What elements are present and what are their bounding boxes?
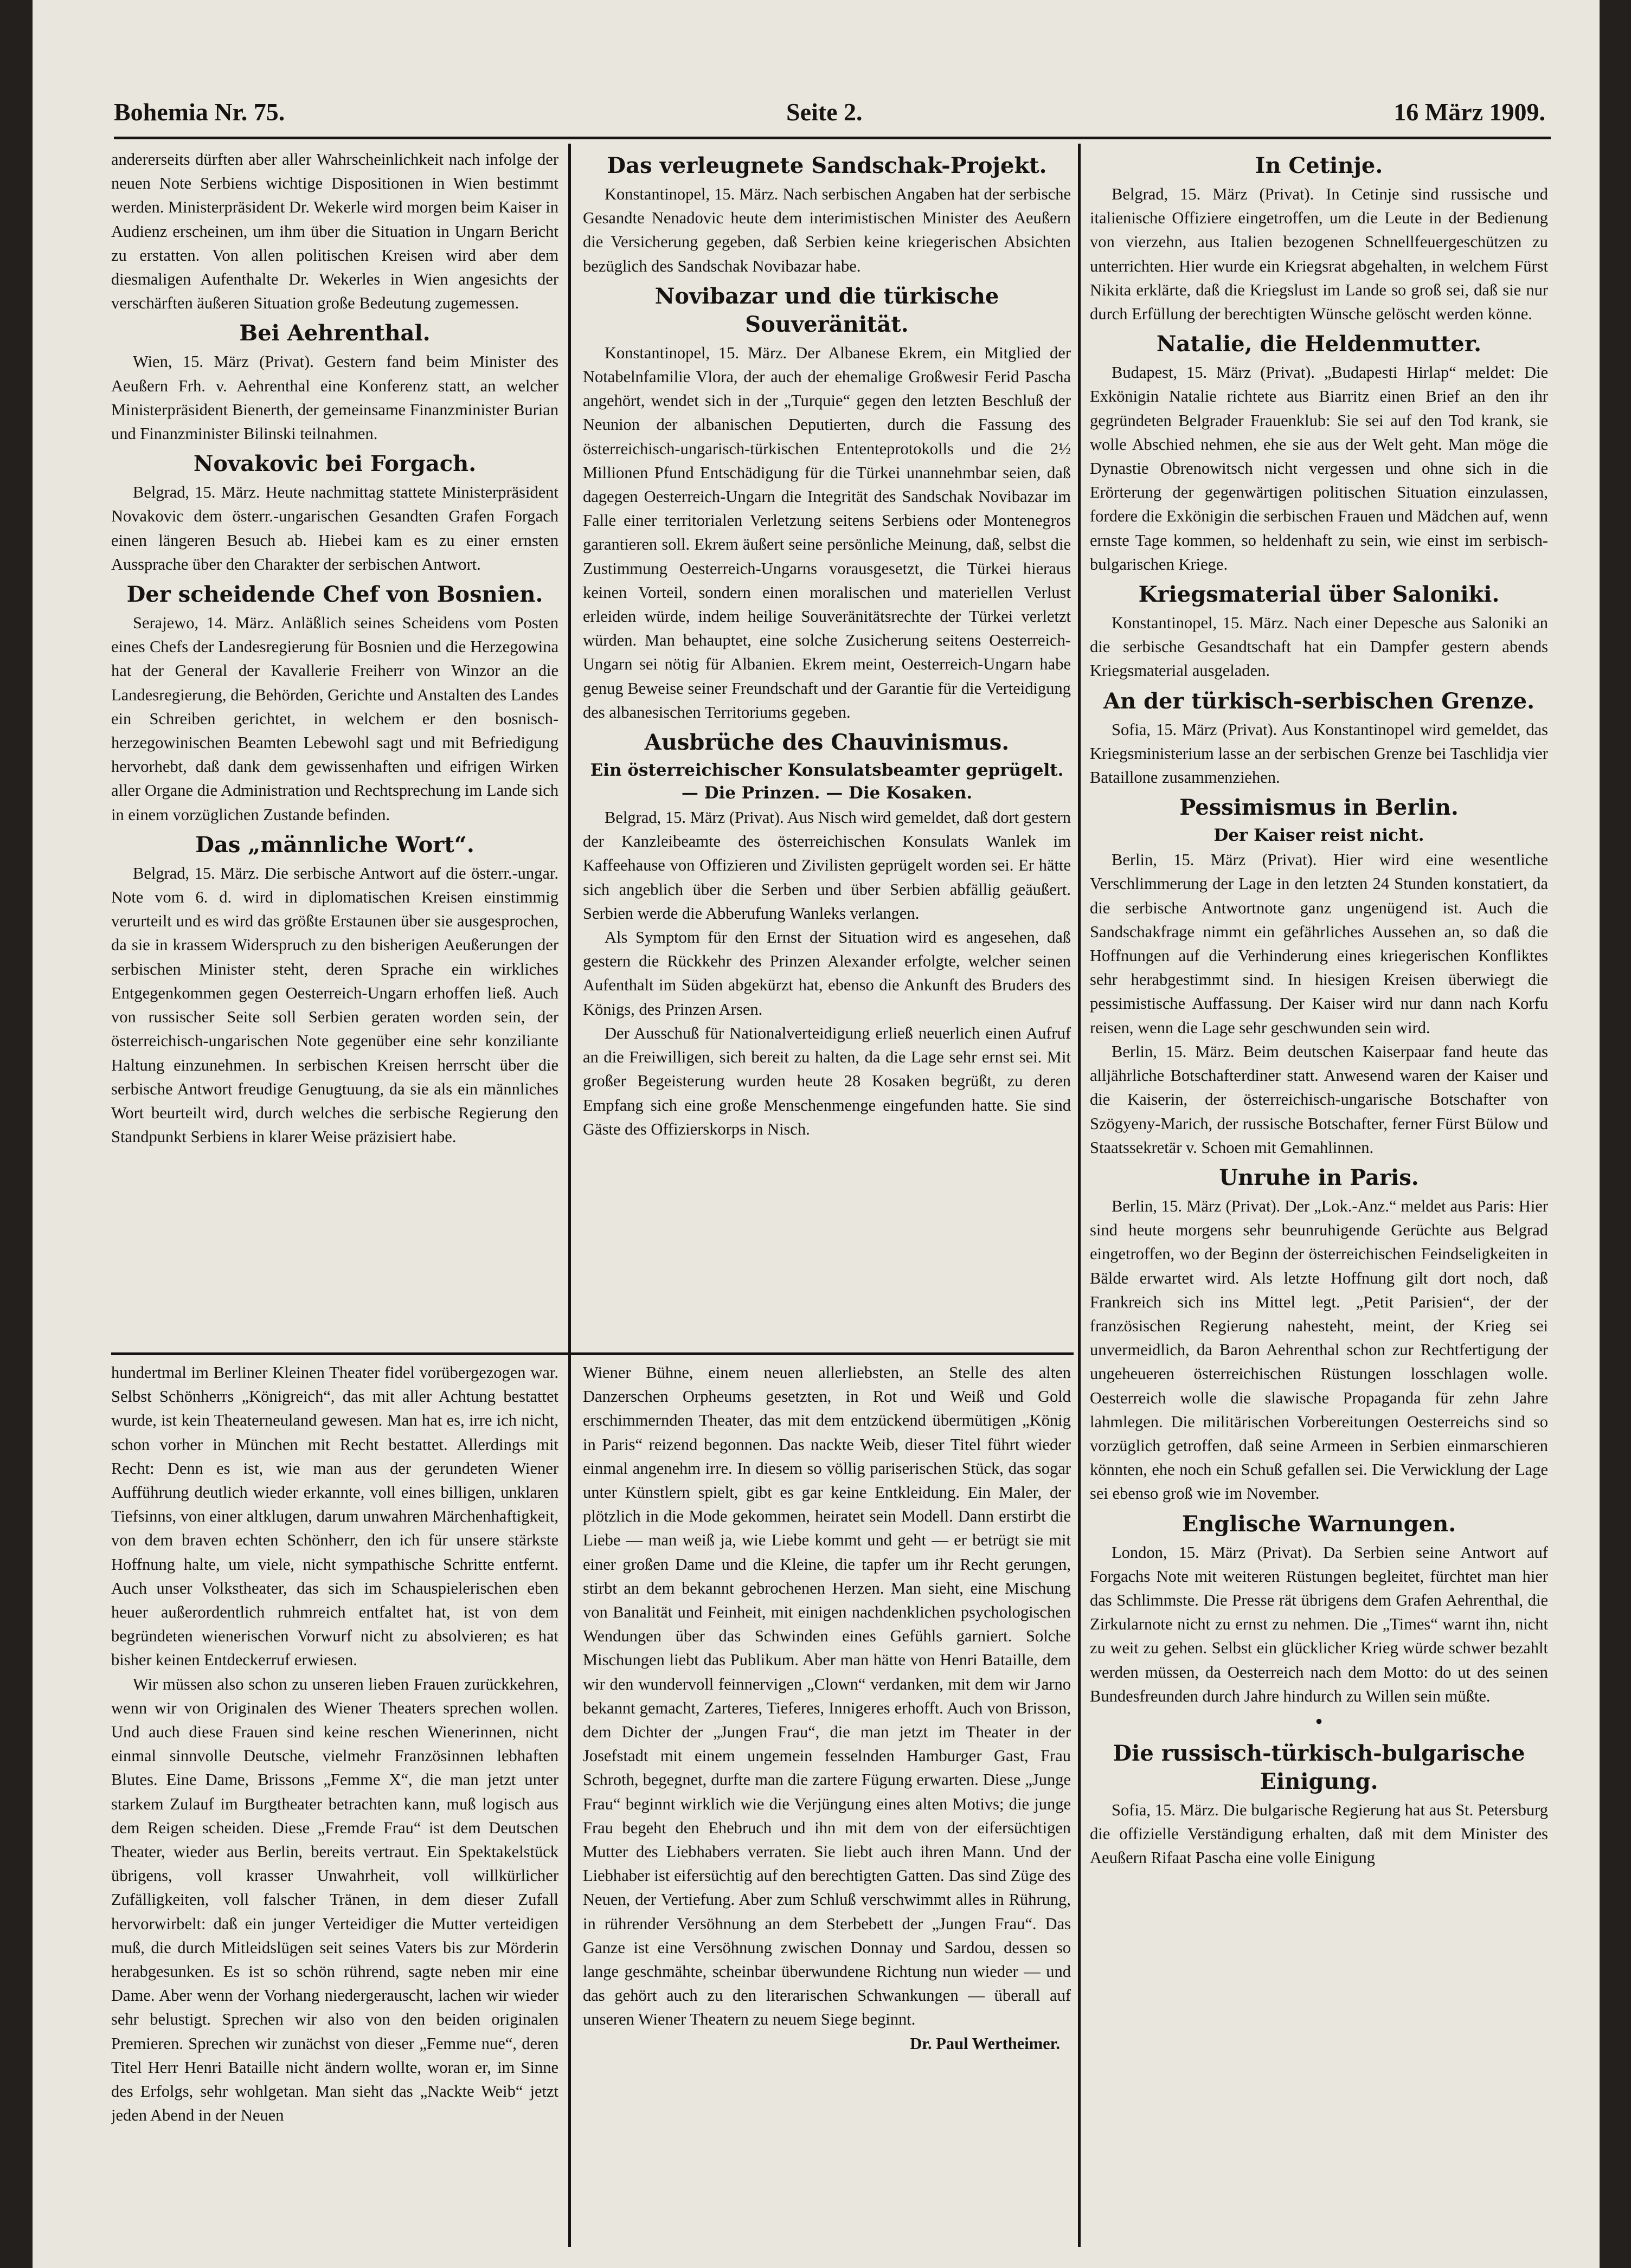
page-number: Seite 2. bbox=[786, 98, 863, 126]
headline: Novibazar und die türkische Souveränität. bbox=[654, 283, 999, 337]
page-header bbox=[114, 98, 1545, 141]
article-text: Sofia, 15. März. Die bulgarische Regierung hat aus St. Petersburg die offizielle Verständigung erhalten, daß mit dem Minister des Aeußern Rifaat Pascha eine volle Einigung bbox=[1090, 1800, 1548, 1867]
column-2 bbox=[583, 147, 1071, 1345]
article-text: London, 15. März (Privat). Da Serbien seine Antwort auf Forgachs Note mit weiteren Rüstungen begleitet, fürchtet man hier das Schlimmste. Die Presse rät übrigens dem Grafen Aehrenthal, die Zirkularnote nicht zu ernst zu nehmen. Die „Times“ warnt ihn, nicht zu weit zu gehen. Selbst ein glücklicher Krieg würde schwer bezahlt werden müssen, da Oesterreich nach dem Motto: do ut des seinen Bundesfreunden durch Jahre hindurch zu Willen sein müßte. bbox=[1090, 1543, 1548, 1705]
newspaper-page bbox=[33, 0, 1600, 2268]
article-text: Belgrad, 15. März (Privat). Aus Nisch wird gemeldet, daß dort gestern der Kanzleibeamte des österreichischen Konsulats Wanlek im Kaffeehause von Offizieren und Zivilisten geprügelt worden sei. Er hätte sich angeblich über die Serben und über Serbien abfällig geäußert. Serbien werde die Abberufung Wanleks verlangen. bbox=[583, 808, 1071, 923]
article-text: Belgrad, 15. März. Heute nachmittag stattete Ministerpräsident Novakovic dem österr.-ungarischen Gesandten Grafen Forgach einen längeren Besuch ab. Hiebei kam es zu einer ernsten Aussprache über den Charakter der serbischen Antwort. bbox=[111, 483, 558, 574]
subheadline: Der Kaiser reist nicht. bbox=[1213, 826, 1424, 846]
feuilleton-column-2 bbox=[583, 1361, 1071, 2260]
headline: Unruhe in Paris. bbox=[1219, 1164, 1419, 1190]
article-text: Konstantinopel, 15. März. Nach einer Depesche aus Saloniki an die serbische Gesandtschaft hat ein Dampfer gestern abends Kriegsmaterial ausgeladen. bbox=[1090, 614, 1548, 680]
article-text: Sofia, 15. März (Privat). Aus Konstantinopel wird gemeldet, das Kriegsministerium lasse an der serbischen Grenze bei Taschlidja vier Bataillone zusammenziehen. bbox=[1090, 720, 1548, 787]
article-text: Konstantinopel, 15. März. Der Albanese Ekrem, ein Mitglied der Notabelnfamilie Vlora, der auch der ehemalige Großwesir Ferid Pascha angehört, wendet sich in der „Turquie“ gegen den letzten Beschluß der Neunion der albanischen Deputierten, durch die Fassung des österreichisch-ungarisch-türkischen Ententeprotokolls und die 2½ Millionen Pfund Entschädigung für die Türkei unannehmbar seien, daß dagegen Oesterreich-Ungarn die Integrität des Sandschak Novibazar im Falle einer territorialen Verletzung seitens Serbiens oder Montenegros garantieren soll. Ekrem äußert seine persönliche Meinung, daß, selbst die Zustimmung Oesterreich-Ungarns vorausgesetzt, die Türkei hieraus keinen Vorteil, sondern einen moralischen und materiellen Verlust erleiden würde, indem heilige Souveränitätsrechte der Türkei verletzt würden. Man behauptet, eine solche Zusicherung seitens Oesterreich-Ungarn sei nötig für Albanien. Ekrem meint, Oesterreich-Ungarn habe genug Beweise seiner Freundschaft und der Garantie für die Verteidigung des albanesischen Territoriums gegeben. bbox=[583, 343, 1071, 721]
headline: Das verleugnete Sandschak-Projekt. bbox=[607, 153, 1047, 178]
article-text: Der Ausschuß für Nationalverteidigung erließ neuerlich einen Aufruf an die Freiwilligen, sich bereit zu halten, da die Lage sehr ernst sei. Mit großer Begeisterung wurden heute 28 Kosaken begrüßt, zu deren Empfang sich eine große Menschenmenge eingefunden hatte. Sie sind Gäste des Offizierskorps in Nisch. bbox=[583, 1023, 1071, 1138]
article-text: Wien, 15. März (Privat). Gestern fand beim Minister des Aeußern Frh. v. Aehrenthal eine Konferenz statt, an welcher Ministerpräsident Bienerth, der gemeinsame Finanzminister Burian und Finanzminister Bilinski teilnahmen. bbox=[111, 352, 558, 443]
article-text: Berlin, 15. März (Privat). Der „Lok.-Anz.“ meldet aus Paris: Hier sind heute morgens sehr beunruhigende Gerüchte aus Belgrad eingetroffen, wo der Beginn der österreichischen Feindseligkeiten in Bälde erwartet wird. Als letzte Hoffnung gilt dort noch, daß Frankreich sich ins Mittel legt. „Petit Parisien“, der der französischen Regierung nahesteht, meint, der Krieg sei unvermeidlich, da Baron Aehrenthal schon zur Rechtfertigung der ungeheueren österreichischen Rüstungen losschlagen wolle. Oesterreich wolle die slawische Propaganda für zehn Jahre lahmlegen. Die militärischen Vorbereitungen Oesterreichs sind so vorzüglich getroffen, daß seine Armeen in Serbien einmarschieren könnten, ehe noch ein Schuß gefallen sei. Die Verwicklung der Lage sei ebenso groß wie im November. bbox=[1090, 1196, 1548, 1503]
column-divider bbox=[1078, 144, 1081, 2247]
column-1 bbox=[111, 147, 558, 1329]
headline: Novakovic bei Forgach. bbox=[193, 451, 477, 477]
issue-number: Bohemia Nr. 75. bbox=[114, 98, 285, 126]
article-text: Als Symptom für den Ernst der Situation wird es angesehen, daß gestern die Rückkehr des Prinzen Alexander erfolgte, welcher seinen Aufenthalt im Süden abgekürzt hat, ebenso die Ankunft des Bruders des Königs, des Prinzen Arsen. bbox=[583, 928, 1071, 1019]
headline: Das „männliche Wort“. bbox=[195, 832, 474, 858]
headline: An der türkisch-serbischen Grenze. bbox=[1103, 688, 1535, 714]
author-signature: Dr. Paul Wertheimer. bbox=[910, 2034, 1060, 2053]
headline: Bei Aehrenthal. bbox=[239, 320, 431, 346]
header-rule bbox=[114, 137, 1551, 139]
article-text: Belgrad, 15. März. Die serbische Antwort auf die österr.-ungar. Note vom 6. d. wird in diplomatischen Kreisen einstimmig verurteilt und es wird das größte Erstaunen über sie ausgesprochen, da sie in krassem Widerspruch zu den bisherigen Aeußerungen der serbischen Minister steht, deren Sprache ein wirkliches Entgegenkommen gegen Oesterreich-Ungarn erhoffen ließ. Auch von russischer Seite soll Serbien geraten worden sein, der österreichisch-ungarischen Note gegenüber eine sehr konziliante Haltung einzunehmen. In serbischen Kreisen herrscht über die serbische Antwort freudige Genugtuung, da sie als ein männliches Wort beurteilt wird, durch welches die serbische Regierung den Standpunkt Serbiens in klarer Weise präzisiert habe. bbox=[111, 864, 558, 1146]
feuilleton-rule bbox=[111, 1352, 1074, 1355]
headline: Natalie, die Heldenmutter. bbox=[1156, 331, 1482, 357]
feuilleton-column-1 bbox=[111, 1361, 558, 2260]
feuilleton-text: Wiener Bühne, einem neuen allerliebsten, an Stelle des alten Danzerschen Orpheums gesetzten, in Rot und Weiß und Gold erschimmernden Theater, das mit dem entzückend übermütigen „König in Paris“ reizend begonnen. Das nackte Weib, dieser Titel führt wieder einmal angenehm irre. In diesem so völlig pariserischen Stück, das sogar unter Künstlern spielt, gibt es gar keine Entkleidung. Ein Maler, der plötzlich in die Mode gekommen, heiratet sein Modell. Dann erstirbt die Liebe — man weiß ja, wie Liebe kommt und geht — er betrügt sie mit einer großen Dame und die Kleine, die tapfer um ihr Recht gerungen, stirbt an dem bekannt gebrochenen Herzen. Man sieht, eine Mischung von Banalität und Feinheit, mit einigen nachdenklichen psychologischen Wendungen über das Schwinden eines Gefühls garniert. Solche Mischungen liebt das Publikum. Aber man hätte von Henri Bataille, dem wir den wundervoll feinnervigen „Clown“ verdanken, mit dem wir Jarno bekannt gemacht, Zarteres, Tieferes, Innigeres erhofft. Auch von Brisson, dem Dichter der „Jungen Frau“, die man jetzt im Theater in der Josefstadt mit einem ungemein fesselnden Hamburger Gast, Frau Schroth, begegnet, durfte man die zartere Fügung erwarten. Diese „Junge Frau“ beginnt wirklich wie die Verjüngung eines alten Motivs; die junge Frau begeht den Ehebruch und ihn mit dem von der eifersüchtigen Mutter des Liebhabers verraten. Sie liebt auch ihren Mann. Und der Liebhaber ist eifersüchtig auf den berechtigten Gatten. Das sind Züge des Neuen, der Vertiefung. Aber zum Schluß verschwimmt alles in Rührung, in rührender Versöhnung an dem Sterbebett der „Jungen Frau“. Das Ganze ist eine Versöhnung zwischen Donnay und Sardou, dessen so lange geschmähte, scheinbar überwundene Richtung nun wieder — und das gehört auch zu den literarischen Schwankungen — überall auf unseren Wiener Theatern zu neuem Siege beginnt. bbox=[583, 1363, 1071, 2029]
feuilleton-text: Wir müssen also schon zu unseren lieben Frauen zurückkehren, wenn wir von Originalen des Wiener Theaters sprechen wollen. Und auch diese Frauen sind keine reschen Wienerinnen, nicht einmal sinnvolle Deutsche, vielmehr Französinnen lebhaften Blutes. Eine Dame, Brissons „Femme X“, die man jetzt unter starkem Zulauf im Burgtheater betrachten kann, muß logisch aus dem Reigen scheiden. Diese „Fremde Frau“ ist dem Deutschen Theater, wieder aus Berlin, bereits vertraut. Ein Spektakelstück übrigens, voll krasser Unwahrheit, voll willkürlicher Zufälligkeiten, voll falscher Tränen, in dem dieser Zufall hervorwirbelt: daß ein junger Verteidiger die Mutter verteidigen muß, die durch Mitleidslügen seit seines Vaters bis zur Mörderin herabgesunken. Es ist so schön rührend, sagte neben mir eine Dame. Aber wenn der Vorhang niedergerauscht, lachen wir wieder sehr belustigt. Sprechen wir also von den beiden originalen Premieren. Sprechen wir zunächst von dieser „Femme nue“, deren Titel Herr Henri Bataille nicht ändern wollte, woran er, im Sinne des Erfolgs, sehr wohlgetan. Man sieht das „Nackte Weib“ jetzt jeden Abend in der Neuen bbox=[111, 1674, 558, 2125]
headline: Pessimismus in Berlin. bbox=[1179, 795, 1459, 821]
headline: Der scheidende Chef von Bosnien. bbox=[126, 582, 543, 608]
article-text: Berlin, 15. März (Privat). Hier wird eine wesentliche Verschlimmerung der Lage in den letzten 24 Stunden konstatiert, da die serbische Antwortnote ganz ungenügend ist. Auch die Sandschakfrage nimmt ein gefährliches Aussehen an, so daß die Hoffnungen auf die Verhinderung eines kriegerischen Konfliktes sehr herabgestimmt sind. In hiesigen Kreisen überwiegt die pessimistische Auffassung. Der Kaiser wird nur dann nach Korfu reisen, wenn die Lage sehr geschwunden sein wird. bbox=[1090, 850, 1548, 1037]
subheadline: Ein österreichischer Konsulatsbeamter geprügelt. — Die Prinzen. — Die Kosaken. bbox=[590, 761, 1064, 803]
article-text: Serajewo, 14. März. Anläßlich seines Scheidens vom Posten eines Chefs der Landesregierung für Bosnien und die Herzegowina hat der General der Kavallerie Freiherr von Winzor an die Landesregierung, die Behörden, Gerichte und Anstalten des Landes ein Schreiben gerichtet, in welchem er den bosnisch-herzegowinischen Beamten Lebewohl sagt und mit Befriedigung hervorhebt, daß dank dem gewissenhaften und eifrigen Wirken aller Organe die Administration und Rechtsprechung im Lande sich in einem vorzüglichen Zustande befinden. bbox=[111, 614, 558, 824]
headline: Die russisch-türkisch-bulgarische Einigung. bbox=[1113, 1740, 1525, 1794]
article-text: Konstantinopel, 15. März. Nach serbischen Angaben hat der serbische Gesandte Nenadovic heute dem interimistischen Minister des Aeußern die Versicherung gegeben, daß Serbien keine kriegerischen Absichten bezüglich des Sandschak Novibazar habe. bbox=[583, 185, 1071, 275]
headline: In Cetinje. bbox=[1255, 153, 1383, 178]
column-3 bbox=[1090, 147, 1548, 2245]
feuilleton-text: hundertmal im Berliner Kleinen Theater fidel vorübergezogen war. Selbst Schönherrs „Königreich“, das mit aller Achtung bestattet wurde, ist kein Theaterneuland gewesen. Man hat es, irre ich nicht, schon vorher in München mit Recht bestattet. Allerdings mit Recht: Denn es ist, wie man aus der gerundeten Wiener Aufführung deutlich wieder erkannte, voll eines billigen, unklaren Tiefsinns, von einer altklugen, darum unwahren Märchenhaftigkeit, von dem braven echten Schönherr, den ich für unsere stärkste Hoffnung halte, um viele, nicht sympathische Schritte entfernt. Auch unser Volkstheater, das sich im Schauspielerischen eben heuer außerordentlich ruhmreich entfaltet hat, ist von dem begründeten wienerischen Vorwurf nicht zu absolvieren; es hat bisher keinen Entdeckerruf erwiesen. bbox=[111, 1363, 558, 1670]
column-divider bbox=[568, 144, 571, 2247]
separator-dot: • bbox=[1315, 1709, 1323, 1734]
headline: Ausbrüche des Chauvinismus. bbox=[644, 730, 1010, 756]
article-continuation: andererseits dürften aber aller Wahrscheinlichkeit nach infolge der neuen Note Serbiens wichtige Dispositionen in Wien bestimmt werden. Ministerpräsident Dr. Wekerle wird morgen beim Kaiser in Audienz erscheinen, um ihm über die Situation in Ungarn Bericht zu erstatten. Von allen politischen Kreisen wird aber dem diesmaligen Aufenthalte Dr. Wekerles in Wien angesichts der verschärften äußeren Situation große Bedeutung zugemessen. bbox=[111, 150, 558, 313]
headline: Kriegsmaterial über Saloniki. bbox=[1138, 582, 1500, 608]
issue-date: 16 März 1909. bbox=[1394, 98, 1545, 126]
article-text: Berlin, 15. März. Beim deutschen Kaiserpaar fand heute das alljährliche Botschafterdiner statt. Anwesend waren der Kaiser und die Kaiserin, der österreichisch-ungarische Botschafter von Szögyeny-Marich, der russische Botschafter, ferner Fürst Bülow und Staatssekretär v. Schoen mit Gemahlinnen. bbox=[1090, 1042, 1548, 1157]
headline: Englische Warnungen. bbox=[1181, 1511, 1456, 1537]
article-text: Belgrad, 15. März (Privat). In Cetinje sind russische und italienische Offiziere eingetroffen, um die Leute in der Bedienung von vierzehn, aus Italien bezogenen Schnellfeuergeschützen zu unterrichten. Hier wurde ein Kriegsrat abgehalten, in welchem Fürst Nikita erklärte, daß die Kriegslust im Lande so groß sei, daß sie nur durch Erfüllung der berechtigten Wünsche gelöscht werden könne. bbox=[1090, 185, 1548, 324]
article-text: Budapest, 15. März (Privat). „Budapesti Hirlap“ meldet: Die Exkönigin Natalie richtete aus Biarritz einen Brief an den ihr gegründeten Belgrader Frauenklub: Sie sei auf den Tod krank, sie wolle Abschied nehmen, ehe sie aus der Welt geht. Man möge die Dynastie Obrenowitsch nicht vergessen und ohne sich in die Erörterung der gegenwärtigen politischen Situation einzulassen, fordere die Exkönigin die serbischen Frauen und Mädchen auf, wenn ernste Tage kommen, so heldenhaft zu sein, wie einst im serbisch-bulgarischen Kriege. bbox=[1090, 363, 1548, 574]
